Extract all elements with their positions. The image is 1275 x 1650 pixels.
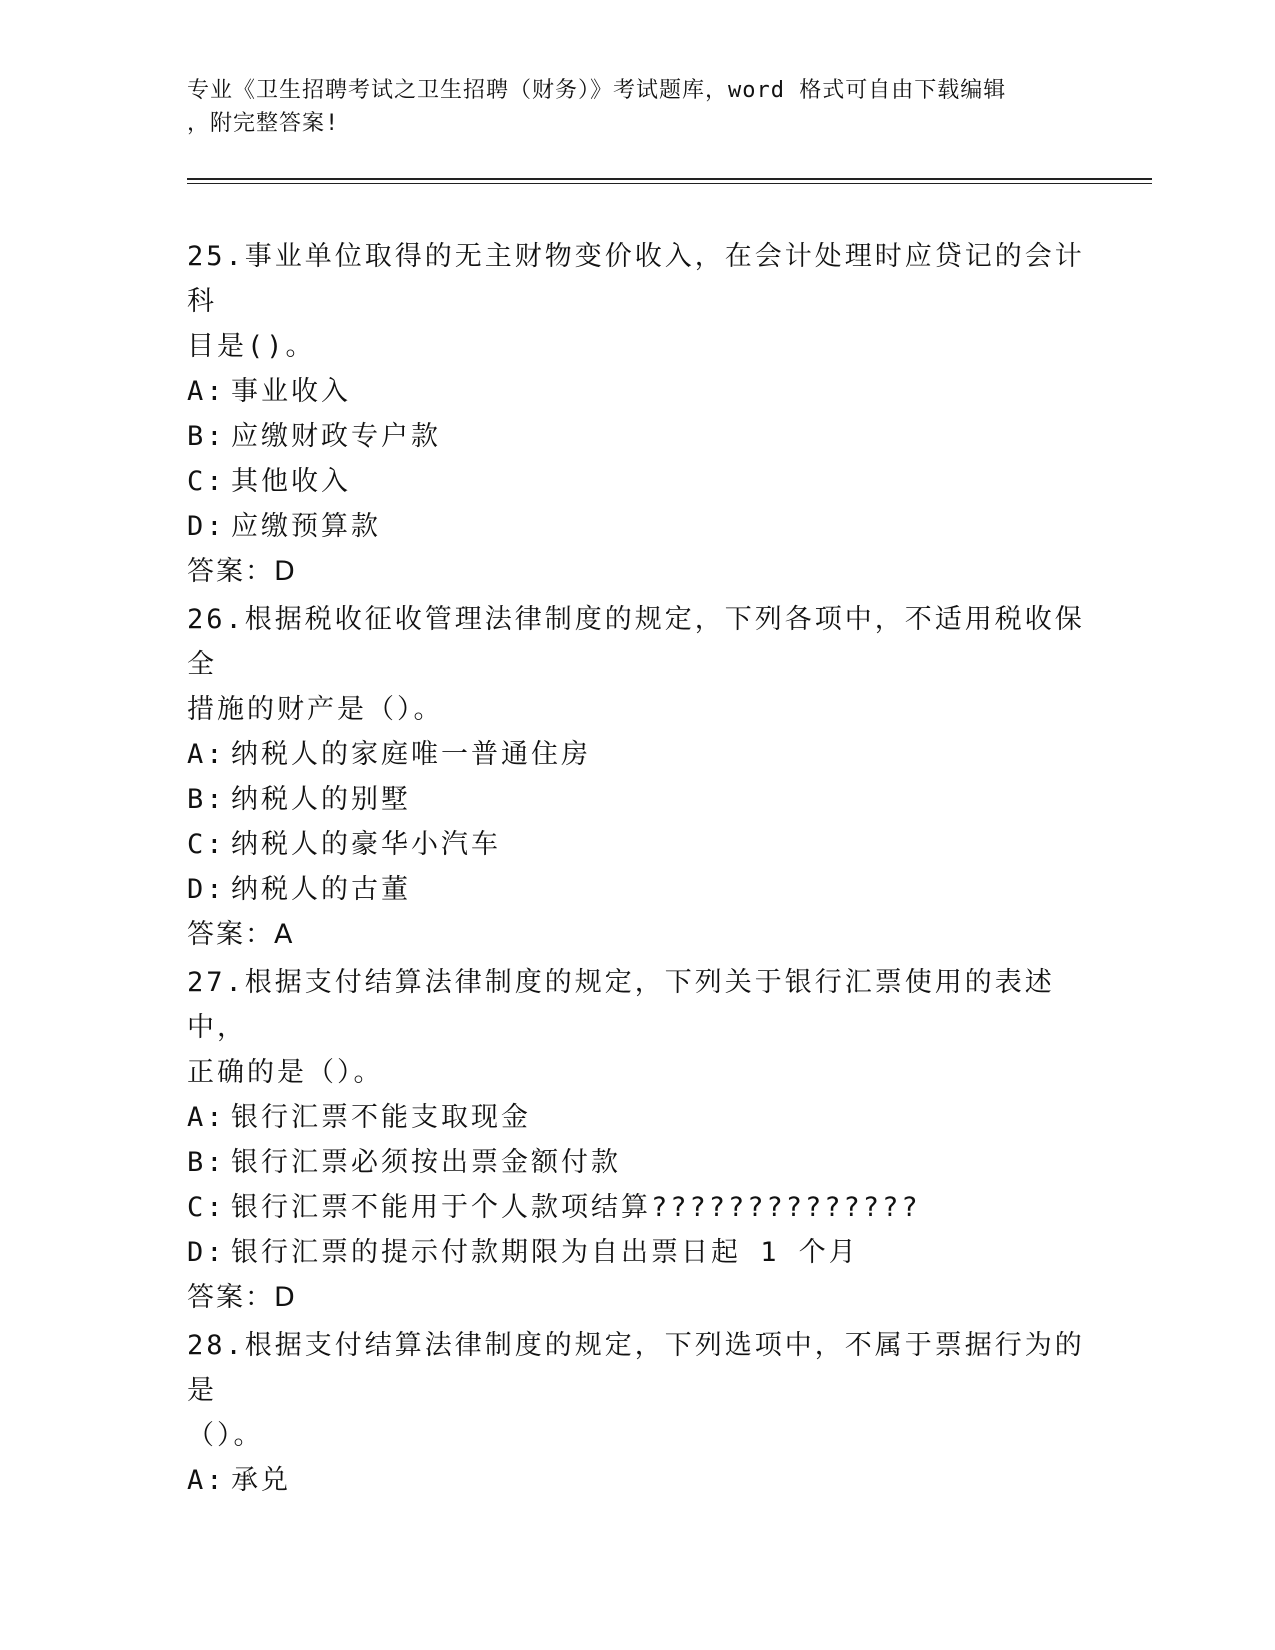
option-letter: A:	[187, 376, 226, 407]
answer-line: 答案：D	[187, 556, 297, 587]
option-b	[187, 414, 1087, 459]
question-stem-line-1: 26.根据税收征收管理法律制度的规定，下列各项中，不适用税收保全	[187, 604, 1085, 680]
option-d	[187, 504, 1087, 549]
option-text: 银行汇票不能支取现金	[231, 1102, 531, 1133]
option-text: 其他收入	[231, 466, 351, 497]
option-a	[187, 732, 1087, 777]
answer-line: 答案：D	[187, 1282, 297, 1313]
option-text: 银行汇票不能用于个人款项结算??????????????	[231, 1192, 921, 1223]
option-a	[187, 1458, 1087, 1503]
option-letter: B:	[187, 421, 226, 452]
option-text: 银行汇票必须按出票金额付款	[231, 1147, 621, 1178]
question-stem-line-1: 25.事业单位取得的无主财物变价收入，在会计处理时应贷记的会计科	[187, 241, 1085, 317]
header-line-1: 专业《卫生招聘考试之卫生招聘（财务）》考试题库，word 格式可自由下载编辑	[187, 78, 1007, 103]
option-letter: C:	[187, 829, 226, 860]
option-d	[187, 1230, 1087, 1275]
question-stem-line-2: 措施的财产是（）。	[187, 694, 444, 725]
option-b	[187, 777, 1087, 822]
option-text: 应缴财政专户款	[231, 421, 441, 452]
option-letter: D:	[187, 1237, 226, 1268]
option-b	[187, 1140, 1087, 1185]
option-text: 事业收入	[231, 376, 351, 407]
option-letter: D:	[187, 874, 226, 905]
answer-line: 答案：A	[187, 919, 295, 950]
option-text: 纳税人的家庭唯一普通住房	[231, 739, 591, 770]
option-a	[187, 1095, 1087, 1140]
option-text: 银行汇票的提示付款期限为自出票日起 1 个月	[231, 1237, 859, 1268]
option-c	[187, 459, 1087, 504]
option-c	[187, 1185, 1087, 1230]
option-text: 应缴预算款	[231, 511, 381, 542]
option-letter: D:	[187, 511, 226, 542]
option-text: 纳税人的古董	[231, 874, 411, 905]
header-divider-thin	[187, 183, 1152, 184]
question-stem-line-1: 28.根据支付结算法律制度的规定，下列选项中，不属于票据行为的是	[187, 1330, 1085, 1406]
option-letter: B:	[187, 784, 226, 815]
option-letter: C:	[187, 1192, 226, 1223]
option-a	[187, 369, 1087, 414]
option-text: 纳税人的别墅	[231, 784, 411, 815]
header-line-2: ，附完整答案!	[187, 111, 340, 136]
question-stem-line-2: 正确的是（）。	[187, 1057, 384, 1088]
option-text: 承兑	[231, 1465, 291, 1496]
question-stem-line-2: 目是()。	[187, 331, 316, 362]
question-28	[187, 1323, 1087, 1503]
question-26	[187, 597, 1087, 957]
option-letter: B:	[187, 1147, 226, 1178]
question-stem-line-2: （）。	[187, 1420, 264, 1451]
question-27	[187, 960, 1087, 1320]
option-letter: A:	[187, 739, 226, 770]
option-letter: C:	[187, 466, 226, 497]
document-header	[187, 74, 1067, 140]
option-text: 纳税人的豪华小汽车	[231, 829, 501, 860]
option-c	[187, 822, 1087, 867]
option-d	[187, 867, 1087, 912]
option-letter: A:	[187, 1102, 226, 1133]
option-letter: A:	[187, 1465, 226, 1496]
question-25	[187, 234, 1087, 594]
question-stem-line-1: 27.根据支付结算法律制度的规定，下列关于银行汇票使用的表述中，	[187, 967, 1055, 1043]
header-divider-thick	[187, 178, 1152, 180]
